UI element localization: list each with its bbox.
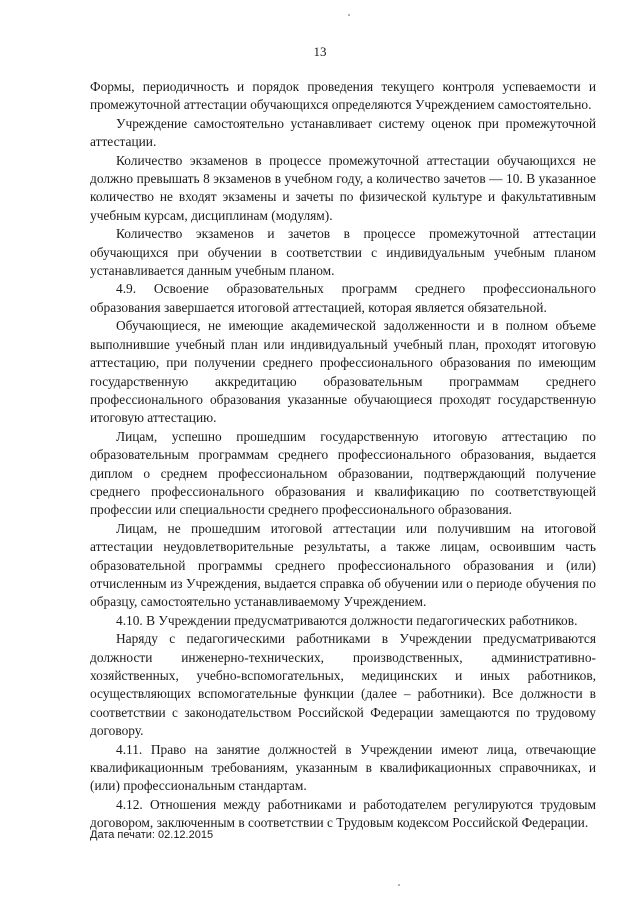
paragraph-exam-count: Количество экзаменов в процессе промежуточной аттестации обучающихся не должно превышать 8 экзаменов в учебном году, а количество зачетов — 10. В указанное количество не входят экзамены и зачеты по физической культуре и факультативным учебным курсам, дисциплинам (модулям). bbox=[90, 152, 596, 223]
paragraph-grading-system: Учреждение самостоятельно устанавливает систему оценок при промежуточной аттестации. bbox=[90, 115, 596, 150]
paragraph-staff-positions: Наряду с педагогическими работниками в Учреждении предусматриваются должности инженерно-технических, производственных, административно-хозяйственных, учебно-вспомогательных, медицинских и иных работников, осуществляющих вспомогательные функции (далее – работники). Все должности в соответствии с законодательством Российской Федерации замещаются по трудовому договору. bbox=[90, 631, 596, 739]
paragraph-4-12: 4.12. Отношения между работниками и работодателем регулируются трудовым договором, заключенным в соответствии с Трудовым кодексом Российской Федерации. bbox=[90, 796, 596, 831]
document-body bbox=[90, 78, 596, 833]
paragraph-certificate: Лицам, не прошедшим итоговой аттестации или получившим на итоговой аттестации неудовлетворительные результаты, а также лицам, освоившим часть образовательной программы среднего профессионального образования и (или) отчисленным из Учреждения, выдается справка об обучении или о периоде обучения по образцу, самостоятельно устанавливаемому Учреждением. bbox=[90, 520, 596, 610]
print-date: Дата печати: 02.12.2015 bbox=[90, 829, 214, 841]
paragraph-4-10: 4.10. В Учреждении предусматриваются должности педагогических работников. bbox=[116, 612, 578, 628]
scan-speck bbox=[398, 884, 400, 886]
scan-speck bbox=[348, 14, 350, 16]
paragraph-final-attestation: Обучающиеся, не имеющие академической задолженности и в полном объеме выполнившие учебный план или индивидуальный учебный план, проходят итоговую аттестацию, при получении среднего профессионального образования по имеющим государственную аккредитацию образовательным программам среднего профессионального образования указанные обучающиеся проходят государственную итоговую аттестацию. bbox=[90, 318, 596, 426]
page-number: 13 bbox=[313, 44, 327, 59]
paragraph-4-9: 4.9. Освоение образовательных программ среднего профессионального образования завершается итоговой аттестацией, которая является обязательной. bbox=[90, 281, 596, 315]
paragraph-individual-plan: Количество экзаменов и зачетов в процессе промежуточной аттестации обучающихся при обучении в соответствии с индивидуальным учебным планом устанавливается данным учебным планом. bbox=[90, 226, 596, 279]
paragraph-forms: Формы, периодичность и порядок проведения текущего контроля успеваемости и промежуточной аттестации обучающихся определяются Учреждением самостоятельно. bbox=[90, 79, 596, 113]
paragraph-4-11: 4.11. Право на занятие должностей в Учреждении имеют лица, отвечающие квалификационным требованиям, указанным в квалификационных справочниках, и (или) профессиональным стандартам. bbox=[90, 741, 596, 794]
paragraph-diploma: Лицам, успешно прошедшим государственную итоговую аттестацию по образовательным программам среднего профессионального образования, выдается диплом о среднем профессиональном образовании, подтверждающий получение среднего профессионального образования и квалификацию по соответствующей профессии или специальности среднего профессионального образования. bbox=[90, 428, 596, 518]
